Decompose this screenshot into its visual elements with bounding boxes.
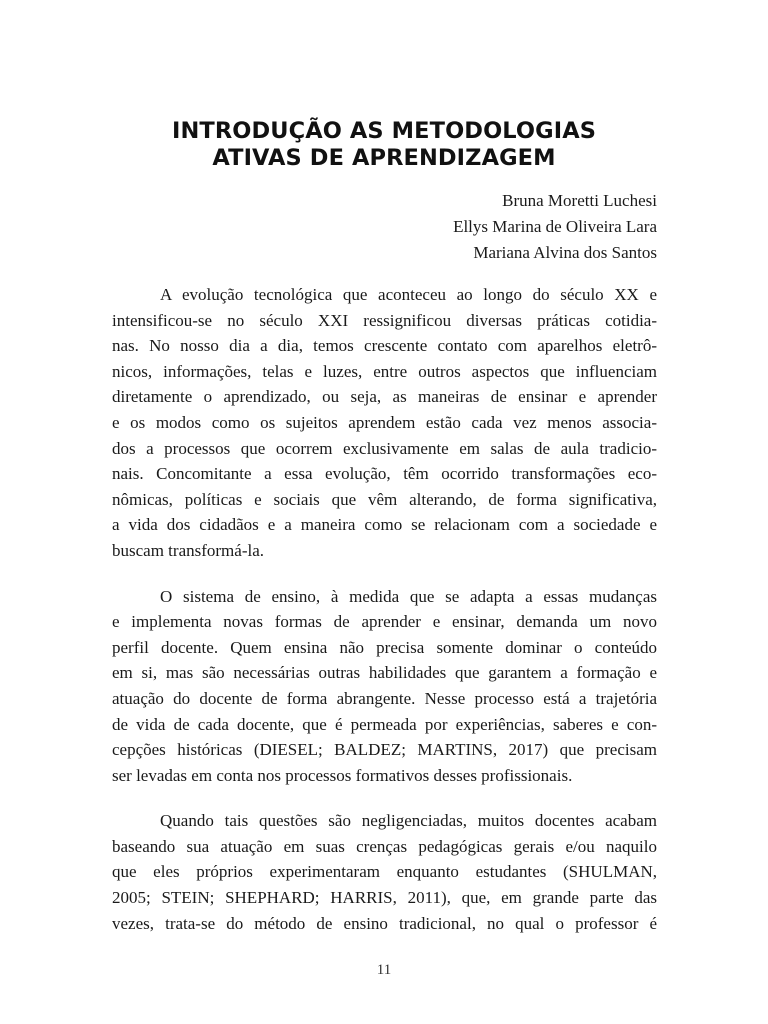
text-line: cepções históricas (DIESEL; BALDEZ; MARTINS, 2017) que precisam	[112, 740, 657, 760]
text-line: nas. No nosso dia a dia, temos crescente contato com aparelhos eletrô-	[112, 336, 657, 356]
text-line: em si, mas são necessárias outras habilidades que garantem a formação e	[112, 663, 657, 683]
text-line: buscam transformá-la.	[112, 540, 264, 560]
text-line: dos a processos que ocorrem exclusivamente em salas de aula tradicio-	[112, 438, 657, 458]
text-line: baseando sua atuação em suas crenças pedagógicas gerais e/ou naquilo	[112, 836, 657, 856]
text-line: de vida de cada docente, que é permeada por experiências, saberes e con-	[112, 714, 657, 734]
paragraph-2	[112, 584, 657, 789]
text-line: nômicas, políticas e sociais que vêm alterando, de forma significativa,	[112, 489, 657, 509]
text-line: ser levadas em conta nos processos formativos desses profissionais.	[112, 765, 573, 785]
chapter-title-line-2: ATIVAS DE APRENDIZAGEM	[212, 145, 556, 171]
text-line: O sistema de ensino, à medida que se adapta a essas mudanças	[160, 586, 657, 606]
chapter-title-line-1: INTRODUÇÃO AS METODOLOGIAS	[171, 118, 597, 144]
body-text	[112, 282, 657, 956]
author-name: Mariana Alvina dos Santos	[473, 243, 657, 262]
chapter-title	[112, 118, 656, 172]
text-line: vezes, trata-se do método de ensino tradicional, no qual o professor é	[112, 913, 657, 933]
text-line: 2005; STEIN; SHEPHARD; HARRIS, 2011), que, em grande parte das	[112, 888, 657, 908]
text-line: e os modos como os sujeitos aprendem estão cada vez menos associa-	[112, 412, 657, 432]
text-line: Quando tais questões são negligenciadas, muitos docentes acabam	[160, 811, 657, 831]
text-line: atuação do docente de forma abrangente. Nesse processo está a trajetória	[112, 688, 657, 708]
text-line: a vida dos cidadãos e a maneira como se relacionam com a sociedade e	[112, 515, 657, 535]
page-number: 11	[376, 962, 392, 978]
author-name: Bruna Moretti Luchesi	[502, 191, 657, 210]
text-line: perfil docente. Quem ensina não precisa somente dominar o conteúdo	[112, 637, 657, 657]
paragraph-3	[112, 808, 657, 936]
author-name: Ellys Marina de Oliveira Lara	[453, 217, 657, 236]
paragraph-1	[112, 282, 657, 564]
text-line: que eles próprios experimentaram enquanto estudantes (SHULMAN,	[112, 862, 657, 882]
text-line: intensificou-se no século XXI ressignificou diversas práticas cotidia-	[112, 310, 657, 330]
author-list	[453, 188, 657, 266]
text-line: e implementa novas formas de aprender e ensinar, demanda um novo	[112, 612, 657, 632]
text-line: nicos, informações, telas e luzes, entre outros aspectos que influenciam	[112, 361, 657, 381]
text-line: A evolução tecnológica que aconteceu ao longo do século XX e	[160, 285, 657, 304]
text-line: diretamente o aprendizado, ou seja, as maneiras de ensinar e aprender	[112, 387, 657, 407]
text-line: nais. Concomitante a essa evolução, têm ocorrido transformações eco-	[112, 464, 657, 484]
